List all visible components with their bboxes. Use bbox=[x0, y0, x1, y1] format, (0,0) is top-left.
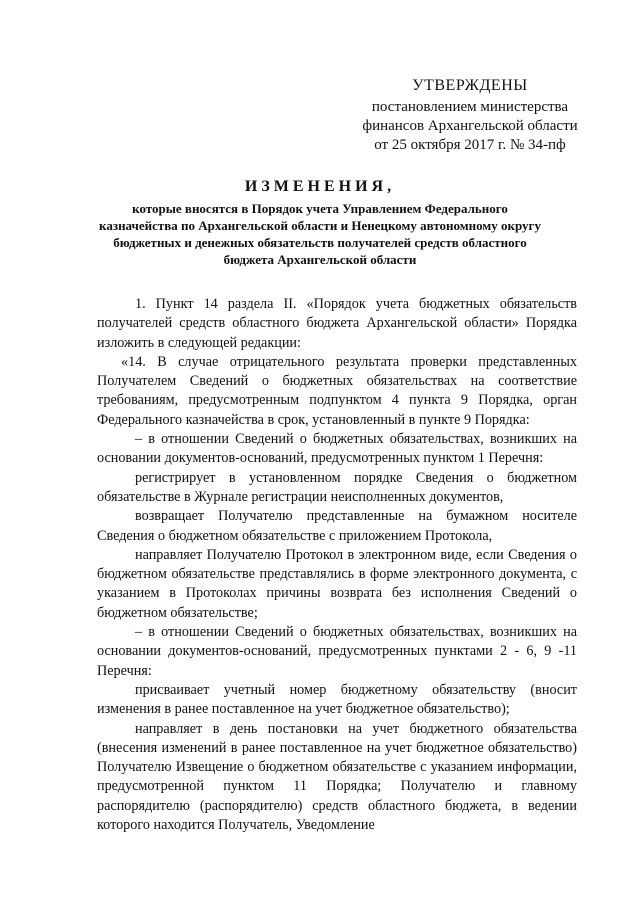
paragraph: – в отношении Сведений о бюджетных обязательствах, возникших на основании документов-оснований, предусмотренных пунктами 2 - 6, 9 -11 Перечня: bbox=[97, 624, 577, 679]
paragraph: направляет в день постановки на учет бюджетного обязательства (внесения изменений в ранее поставленное на учет бюджетное обязательство) Получателю Извещение о бюджетном обязательстве с указанием информации, предусмотренной пунктом 11 Порядка; Получателю и главному распорядителю (распорядителю) средств областного бюджета, в ведении которого находится Получатель, Уведомление bbox=[97, 720, 577, 834]
paragraph: – в отношении Сведений о бюджетных обязательствах, возникших на основании документов-оснований, предусмотренных пунктом 1 Перечня: bbox=[97, 431, 577, 467]
paragraph: направляет Получателю Протокол в электронном виде, если Сведения о бюджетном обязательстве представлялись в форме электронного документа, с указанием в Протоколах причины возврата без исполнения Сведений о бюджетном обязательстве; bbox=[97, 546, 577, 621]
document-title: ИЗМЕНЕНИЯ, bbox=[244, 178, 396, 195]
approval-stamp bbox=[360, 76, 580, 155]
paragraph: «14. В случае отрицательного результата проверки представленных Получателем Сведений о бюджетных обязательствах на соответствие требованиям, предусмотренным подпунктом 4 пункта 9 Порядка, орган Федерального казначейства в срок, установленный в пункте 9 Порядка: bbox=[97, 353, 577, 428]
approval-heading: УТВЕРЖДЕНЫ bbox=[412, 77, 528, 94]
approval-line: финансов Архангельской области bbox=[362, 118, 578, 134]
paragraph: регистрирует в установленном порядке Сведения о бюджетном обязательстве в Журнале регистрации неисполненных документов, bbox=[97, 469, 577, 505]
document-body bbox=[97, 295, 577, 835]
approval-line: постановлением министерства bbox=[371, 99, 569, 115]
paragraph: присваивает учетный номер бюджетному обязательству (вносит изменения в ранее поставленное на учет бюджетное обязательство); bbox=[97, 681, 577, 718]
paragraph: 1. Пункт 14 раздела II. «Порядок учета бюджетных обязательств получателей средств областного бюджета Архангельской области» Порядка изложить в следующей редакции: bbox=[97, 296, 577, 351]
document-subtitle: которые вносятся в Порядок учета Управлением Федерального казначейства по Архангельской области и Ненецкому автономному округу бюджетных и денежных обязательств получателей средств областного бюджета Архангельской области bbox=[99, 201, 541, 267]
paragraph: возвращает Получателю представленные на бумажном носителе Сведения о бюджетном обязательстве с приложением Протокола, bbox=[97, 508, 577, 544]
approval-date-line: от 25 октября 2017 г. № 34-пф bbox=[374, 137, 566, 153]
